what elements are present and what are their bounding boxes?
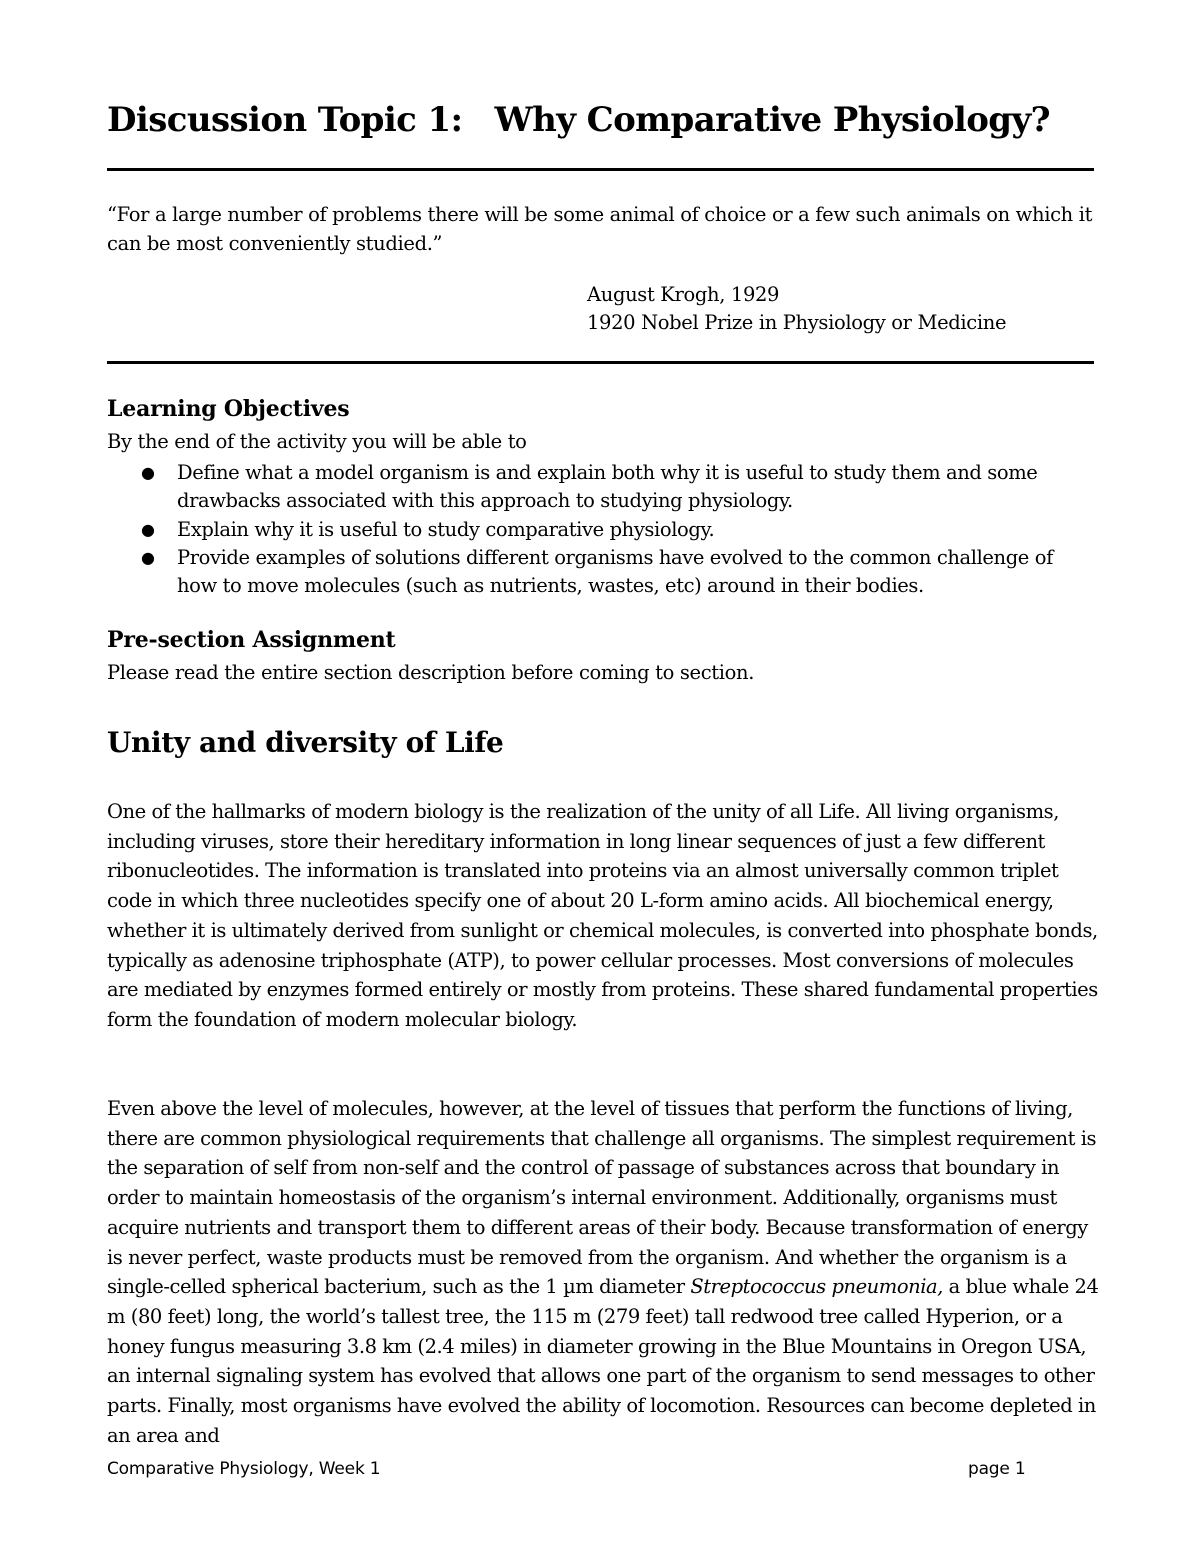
epigraph-quote: “For a large number of problems there will be some animal of choice or a few such animals on which it can be most conveniently studied.” — [107, 203, 1093, 255]
footer-course-label: Comparative Physiology, Week 1 — [107, 1459, 381, 1479]
quote-attribution — [587, 281, 1006, 337]
title-topic-name: Why Comparative Physiology? — [494, 100, 1050, 140]
pre-section-assignment-heading: Pre-section Assignment — [107, 627, 396, 653]
pre-section-assignment-text: Please read the entire section description before coming to section. — [107, 661, 755, 684]
learning-objectives-list — [107, 459, 1097, 600]
bullet-icon: ● — [141, 463, 155, 482]
body-paragraph-1: One of the hallmarks of modern biology is the realization of the unity of all Life. All living organisms, including viruses, store their hereditary information in long linear sequences of just a few different ribonucleotides. The information is translated into proteins via an almost universally common triplet code in which three nucleotides specify one of about 20 L-form amino acids. All biochemical energy, whether it is ultimately derived from sunlight or chemical molecules, is converted into phosphate bonds, typically as adenosine triphosphate (ATP), to power cellular processes. Most conversions of molecules are mediated by enzymes formed entirely or mostly from proteins. These shared fundamental properties form the foundation of modern molecular biology. — [107, 800, 1098, 1031]
footer-page-number: page 1 — [968, 1459, 1026, 1479]
paragraph-2-text-a: Even above the level of molecules, however, at the level of tissues that perform the functions of living, there are common physiological requirements that challenge all organisms. The simplest requirement is the separation of self from non-self and the control of passage of substances across that boundary in order to maintain homeostasis of the organism’s internal environment. Additionally, organisms must acquire nutrients and transport them to different areas of their body. Because transformation of energy is never perfect, waste products must be removed from the organism. And whether the organism is a single-celled spherical bacterium, such as the 1 µm diameter — [107, 1097, 1097, 1299]
bullet-icon: ● — [141, 519, 155, 539]
objective-text: Provide examples of solutions different organisms have evolved to the common challenge of how to move molecules (such as nutrients, wastes, etc) around in their bodies. — [177, 545, 1053, 598]
page-title — [107, 100, 1050, 140]
top-divider — [107, 168, 1094, 171]
objective-text: Define what a model organism is and explain both why it is useful to study them and some drawbacks associated with this approach to studying physiology. — [177, 461, 1038, 513]
section-heading: Unity and diversity of Life — [107, 726, 504, 759]
learning-objectives-heading: Learning Objectives — [107, 396, 350, 422]
bottom-divider — [107, 361, 1094, 364]
quote-credential: 1920 Nobel Prize in Physiology or Medicine — [587, 311, 1007, 334]
objective-text: Explain why it is useful to study comparative physiology. — [177, 517, 715, 541]
title-topic-number: Discussion Topic 1: — [107, 100, 463, 140]
body-paragraph-2 — [107, 1094, 1102, 1450]
bullet-icon: ● — [141, 547, 155, 567]
species-name: Streptococcus pneumonia, — [690, 1275, 943, 1299]
learning-objectives-intro: By the end of the activity you will be able to — [107, 430, 527, 453]
list-item — [107, 459, 1097, 516]
quote-author: August Krogh, 1929 — [587, 283, 780, 306]
list-item — [107, 516, 1097, 544]
list-item — [107, 544, 1097, 601]
paragraph-2-text-b: a blue whale 24 m (80 feet) long, the world’s tallest tree, the 115 m (279 feet) tall redwood tree called Hyperion, or a honey fungus measuring 3.8 km (2.4 miles) in diameter growing in the Blue Mountains in Oregon USA, an internal signaling system has evolved that allows one part of the organism to send messages to other parts. Finally, most organisms have evolved the ability of locomotion. Resources can become depleted in an area and — [107, 1275, 1099, 1447]
